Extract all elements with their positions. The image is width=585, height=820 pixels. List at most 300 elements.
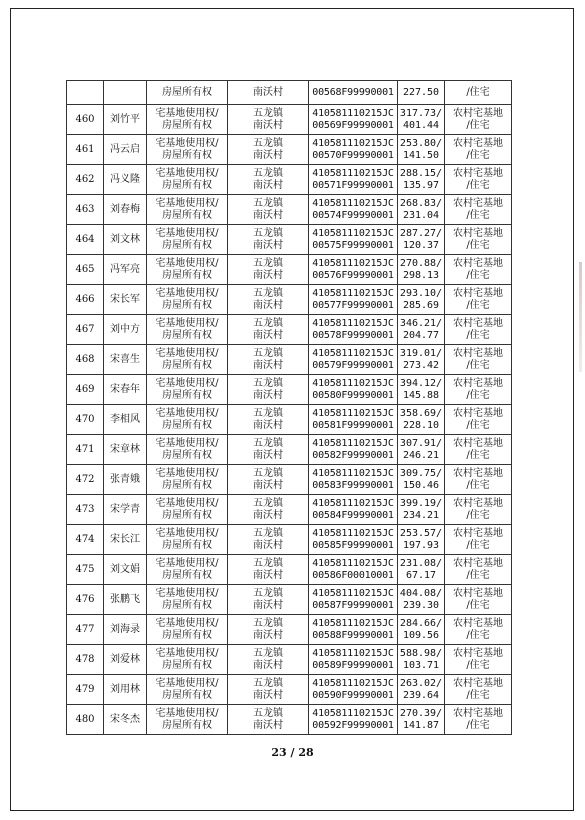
area-line: 588.98/: [399, 647, 443, 659]
right-type-cell: [147, 495, 228, 525]
location-line: 南沃村: [253, 299, 283, 311]
right-type-line: 宅基地使用权/: [155, 137, 219, 149]
row-number-cell: 472: [67, 465, 104, 495]
owner-name-cell: 冯军亮: [104, 255, 147, 285]
area-line: 239.30: [402, 599, 440, 611]
unit-code-line: 410581110215JC: [312, 197, 394, 209]
location-cell: [228, 615, 309, 645]
area-cell: [398, 225, 445, 255]
land-use-line: /住宅: [466, 569, 490, 581]
right-type-cell: [147, 675, 228, 705]
unit-code-line: 410581110215JC: [312, 587, 394, 599]
unit-code-line: 410581110215JC: [312, 647, 394, 659]
land-use-line: 农村宅基地: [453, 227, 503, 239]
area-line: 253.80/: [399, 137, 443, 149]
right-type-line: 宅基地使用权/: [155, 587, 219, 599]
right-type-line: 房屋所有权: [162, 209, 212, 221]
area-line: 246.21: [402, 449, 440, 461]
unit-code-line: 410581110215JC: [312, 677, 394, 689]
row-number-cell: 476: [67, 585, 104, 615]
unit-code-line: 410581110215JC: [312, 377, 394, 389]
location-line: 南沃村: [253, 119, 283, 131]
unit-code-line: 410581110215JC: [312, 107, 394, 119]
unit-code-cell: [309, 165, 398, 195]
area-line: 404.08/: [399, 587, 443, 599]
right-type-cell: [147, 195, 228, 225]
area-line: 239.64: [402, 689, 440, 701]
location-cell: [228, 345, 309, 375]
right-type-cell: [147, 105, 228, 135]
location-line: 五龙镇: [253, 587, 283, 599]
right-type-line: 房屋所有权: [162, 599, 212, 611]
table-row: [67, 435, 512, 465]
location-cell: [228, 195, 309, 225]
table-row: [67, 375, 512, 405]
location-cell: 南沃村: [228, 81, 309, 105]
right-type-line: 房屋所有权: [162, 539, 212, 551]
land-use-line: 农村宅基地: [453, 437, 503, 449]
location-line: 南沃村: [253, 509, 283, 521]
owner-name-cell: 刘中方: [104, 315, 147, 345]
area-cell: [398, 105, 445, 135]
unit-code-cell: [309, 135, 398, 165]
area-line: 197.93: [402, 539, 440, 551]
owner-name-cell: 张鹏飞: [104, 585, 147, 615]
land-use-line: /住宅: [466, 599, 490, 611]
right-type-line: 房屋所有权: [162, 479, 212, 491]
location-cell: [228, 165, 309, 195]
area-cell: [398, 375, 445, 405]
land-use-line: /住宅: [466, 149, 490, 161]
area-cell: [398, 405, 445, 435]
area-line: 273.42: [402, 359, 440, 371]
land-use-line: 农村宅基地: [453, 317, 503, 329]
unit-code-line: 410581110215JC: [312, 347, 394, 359]
land-use-cell: [445, 435, 512, 465]
right-type-cell: [147, 345, 228, 375]
right-type-line: 宅基地使用权/: [155, 167, 219, 179]
row-number-cell: 479: [67, 675, 104, 705]
location-line: 五龙镇: [253, 377, 283, 389]
area-line: 298.13: [402, 269, 440, 281]
right-type-line: 宅基地使用权/: [155, 497, 219, 509]
area-line: 358.69/: [399, 407, 443, 419]
area-line: 234.21: [402, 509, 440, 521]
right-type-cell: [147, 645, 228, 675]
unit-code-line: 00590F99990001: [312, 689, 394, 701]
table-row: [67, 645, 512, 675]
area-line: 263.02/: [399, 677, 443, 689]
location-line: 五龙镇: [253, 257, 283, 269]
unit-code-cell: [309, 405, 398, 435]
unit-code-cell: [309, 255, 398, 285]
unit-code-line: 410581110215JC: [312, 167, 394, 179]
location-cell: [228, 645, 309, 675]
row-number-cell: 477: [67, 615, 104, 645]
right-type-line: 宅基地使用权/: [155, 347, 219, 359]
row-number-cell: 460: [67, 105, 104, 135]
right-type-line: 房屋所有权: [162, 269, 212, 281]
unit-code-line: 00587F99990001: [312, 599, 394, 611]
unit-code-cell: [309, 435, 398, 465]
area-cell: [398, 255, 445, 285]
row-number-cell: [67, 81, 104, 105]
right-type-cell: [147, 555, 228, 585]
unit-code-line: 00569F99990001: [312, 119, 394, 131]
owner-name-cell: 冯云启: [104, 135, 147, 165]
table-row-continued: [67, 81, 512, 105]
owner-name-cell: 张青娥: [104, 465, 147, 495]
row-number-cell: 467: [67, 315, 104, 345]
row-number-cell: 465: [67, 255, 104, 285]
right-type-line: 房屋所有权: [162, 179, 212, 191]
owner-name-cell: 刘竹平: [104, 105, 147, 135]
location-line: 南沃村: [253, 359, 283, 371]
land-use-line: 农村宅基地: [453, 677, 503, 689]
unit-code-cell: [309, 675, 398, 705]
land-use-line: /住宅: [466, 539, 490, 551]
right-type-line: 房屋所有权: [162, 509, 212, 521]
location-cell: [228, 435, 309, 465]
area-cell: [398, 285, 445, 315]
area-line: 103.71: [402, 659, 440, 671]
unit-code-cell: 00568F99990001: [309, 81, 398, 105]
location-line: 五龙镇: [253, 527, 283, 539]
location-line: 五龙镇: [253, 497, 283, 509]
area-line: 268.83/: [399, 197, 443, 209]
land-use-cell: [445, 165, 512, 195]
owner-name-cell: 宋章林: [104, 435, 147, 465]
right-type-line: 宅基地使用权/: [155, 227, 219, 239]
table-row: [67, 165, 512, 195]
location-line: 五龙镇: [253, 317, 283, 329]
land-use-line: /住宅: [466, 359, 490, 371]
right-type-cell: [147, 135, 228, 165]
area-cell: [398, 615, 445, 645]
row-number-cell: 470: [67, 405, 104, 435]
location-cell: [228, 495, 309, 525]
unit-code-cell: [309, 225, 398, 255]
location-line: 五龙镇: [253, 437, 283, 449]
location-line: 五龙镇: [253, 557, 283, 569]
location-line: 南沃村: [253, 599, 283, 611]
owner-name-cell: 宋喜生: [104, 345, 147, 375]
unit-code-line: 00580F99990001: [312, 389, 394, 401]
area-line: 285.69: [402, 299, 440, 311]
right-type-cell: [147, 525, 228, 555]
unit-code-line: 00574F99990001: [312, 209, 394, 221]
land-use-cell: [445, 615, 512, 645]
area-line: 319.01/: [399, 347, 443, 359]
location-line: 南沃村: [253, 719, 283, 731]
unit-code-line: 00575F99990001: [312, 239, 394, 251]
right-type-line: 宅基地使用权/: [155, 437, 219, 449]
land-use-line: 农村宅基地: [453, 617, 503, 629]
unit-code-line: 00582F99990001: [312, 449, 394, 461]
right-type-cell: [147, 225, 228, 255]
unit-code-line: 00585F99990001: [312, 539, 394, 551]
right-type-cell: [147, 435, 228, 465]
unit-code-line: 410581110215JC: [312, 287, 394, 299]
row-number-cell: 474: [67, 525, 104, 555]
right-type-line: 宅基地使用权/: [155, 407, 219, 419]
area-line: 231.04: [402, 209, 440, 221]
row-number-cell: 469: [67, 375, 104, 405]
row-number-cell: 475: [67, 555, 104, 585]
land-use-cell: [445, 555, 512, 585]
unit-code-line: 410581110215JC: [312, 317, 394, 329]
land-use-line: /住宅: [466, 449, 490, 461]
right-type-line: 房屋所有权: [162, 389, 212, 401]
unit-code-line: 00579F99990001: [312, 359, 394, 371]
unit-code-line: 00592F99990001: [312, 719, 394, 731]
table-row: [67, 705, 512, 735]
land-use-cell: [445, 285, 512, 315]
location-line: 南沃村: [253, 449, 283, 461]
table-row: [67, 255, 512, 285]
land-use-cell: [445, 645, 512, 675]
unit-code-line: 410581110215JC: [312, 527, 394, 539]
land-use-cell: /住宅: [445, 81, 512, 105]
unit-code-cell: [309, 525, 398, 555]
area-cell: [398, 345, 445, 375]
location-line: 南沃村: [253, 689, 283, 701]
right-type-cell: 房屋所有权: [147, 81, 228, 105]
registration-table: [66, 80, 512, 735]
land-use-line: 农村宅基地: [453, 497, 503, 509]
right-type-cell: [147, 585, 228, 615]
land-use-line: 农村宅基地: [453, 257, 503, 269]
land-use-line: 农村宅基地: [453, 407, 503, 419]
area-line: 288.15/: [399, 167, 443, 179]
land-use-line: /住宅: [466, 269, 490, 281]
location-line: 南沃村: [253, 269, 283, 281]
area-line: 150.46: [402, 479, 440, 491]
location-cell: [228, 525, 309, 555]
unit-code-line: 00578F99990001: [312, 329, 394, 341]
table-row: [67, 465, 512, 495]
land-use-line: /住宅: [466, 299, 490, 311]
area-line: 141.50: [402, 149, 440, 161]
table-row: [67, 615, 512, 645]
right-type-cell: [147, 705, 228, 735]
right-type-line: 宅基地使用权/: [155, 557, 219, 569]
row-number-cell: 473: [67, 495, 104, 525]
table-row: [67, 225, 512, 255]
unit-code-line: 00577F99990001: [312, 299, 394, 311]
location-line: 五龙镇: [253, 137, 283, 149]
land-use-line: /住宅: [466, 209, 490, 221]
unit-code-cell: [309, 705, 398, 735]
right-type-line: 房屋所有权: [162, 329, 212, 341]
right-type-line: 房屋所有权: [162, 569, 212, 581]
area-line: 120.37: [402, 239, 440, 251]
unit-code-cell: [309, 195, 398, 225]
right-type-cell: [147, 255, 228, 285]
area-line: 109.56: [402, 629, 440, 641]
location-line: 南沃村: [253, 659, 283, 671]
table-row: [67, 525, 512, 555]
location-line: 南沃村: [253, 329, 283, 341]
table-row: [67, 285, 512, 315]
land-use-line: 农村宅基地: [453, 107, 503, 119]
right-type-cell: [147, 285, 228, 315]
location-line: 南沃村: [253, 629, 283, 641]
land-use-line: 农村宅基地: [453, 287, 503, 299]
location-line: 南沃村: [253, 479, 283, 491]
land-use-cell: [445, 375, 512, 405]
land-use-line: /住宅: [466, 689, 490, 701]
owner-name-cell: 宋冬杰: [104, 705, 147, 735]
owner-name-cell: 宋学青: [104, 495, 147, 525]
location-line: 南沃村: [253, 569, 283, 581]
location-cell: [228, 405, 309, 435]
area-cell: [398, 645, 445, 675]
land-use-line: 农村宅基地: [453, 137, 503, 149]
land-use-cell: [445, 585, 512, 615]
location-cell: [228, 105, 309, 135]
land-use-line: /住宅: [466, 389, 490, 401]
area-cell: 227.50: [398, 81, 445, 105]
table-row: [67, 315, 512, 345]
area-line: 394.12/: [399, 377, 443, 389]
area-cell: [398, 705, 445, 735]
area-cell: [398, 195, 445, 225]
right-type-line: 房屋所有权: [162, 719, 212, 731]
right-type-line: 房屋所有权: [162, 149, 212, 161]
unit-code-line: 410581110215JC: [312, 257, 394, 269]
owner-name-cell: 刘春梅: [104, 195, 147, 225]
location-cell: [228, 375, 309, 405]
page-number: 23 / 28: [271, 746, 314, 759]
area-line: 309.75/: [399, 467, 443, 479]
area-line: 204.77: [402, 329, 440, 341]
location-line: 五龙镇: [253, 347, 283, 359]
unit-code-cell: [309, 555, 398, 585]
location-line: 五龙镇: [253, 107, 283, 119]
right-type-cell: [147, 615, 228, 645]
owner-name-cell: 刘爱林: [104, 645, 147, 675]
row-number-cell: 471: [67, 435, 104, 465]
owner-name-cell: 刘文娟: [104, 555, 147, 585]
location-cell: [228, 675, 309, 705]
area-line: 287.27/: [399, 227, 443, 239]
area-line: 135.97: [402, 179, 440, 191]
unit-code-line: 00589F99990001: [312, 659, 394, 671]
area-cell: [398, 585, 445, 615]
right-type-line: 宅基地使用权/: [155, 467, 219, 479]
location-line: 五龙镇: [253, 407, 283, 419]
land-use-line: /住宅: [466, 629, 490, 641]
unit-code-line: 00581F99990001: [312, 419, 394, 431]
right-type-line: 宅基地使用权/: [155, 317, 219, 329]
right-type-line: 房屋所有权: [162, 239, 212, 251]
owner-name-cell: 李相风: [104, 405, 147, 435]
owner-name-cell: 宋春年: [104, 375, 147, 405]
right-type-line: 房屋所有权: [162, 419, 212, 431]
unit-code-line: 410581110215JC: [312, 227, 394, 239]
land-use-cell: [445, 525, 512, 555]
row-number-cell: 463: [67, 195, 104, 225]
area-cell: [398, 525, 445, 555]
row-number-cell: 478: [67, 645, 104, 675]
table-row: [67, 675, 512, 705]
row-number-cell: 464: [67, 225, 104, 255]
unit-code-cell: [309, 375, 398, 405]
unit-code-cell: [309, 585, 398, 615]
unit-code-line: 410581110215JC: [312, 617, 394, 629]
right-type-line: 房屋所有权: [162, 659, 212, 671]
area-cell: [398, 135, 445, 165]
unit-code-cell: [309, 105, 398, 135]
area-cell: [398, 495, 445, 525]
area-line: 270.88/: [399, 257, 443, 269]
registration-table-body: [67, 81, 512, 735]
location-line: 南沃村: [253, 149, 283, 161]
land-use-cell: [445, 195, 512, 225]
land-use-cell: [445, 705, 512, 735]
unit-code-line: 00570F99990001: [312, 149, 394, 161]
land-use-line: /住宅: [466, 659, 490, 671]
owner-name-cell: 冯义隆: [104, 165, 147, 195]
table-row: [67, 135, 512, 165]
area-line: 228.10: [402, 419, 440, 431]
row-number-cell: 462: [67, 165, 104, 195]
land-use-line: 农村宅基地: [453, 557, 503, 569]
right-type-line: 宅基地使用权/: [155, 377, 219, 389]
right-type-cell: [147, 315, 228, 345]
location-line: 南沃村: [253, 389, 283, 401]
unit-code-cell: [309, 495, 398, 525]
land-use-line: /住宅: [466, 419, 490, 431]
land-use-line: /住宅: [466, 719, 490, 731]
unit-code-line: 410581110215JC: [312, 437, 394, 449]
unit-code-line: 410581110215JC: [312, 557, 394, 569]
unit-code-line: 410581110215JC: [312, 707, 394, 719]
location-line: 五龙镇: [253, 197, 283, 209]
area-cell: [398, 315, 445, 345]
land-use-line: 农村宅基地: [453, 197, 503, 209]
unit-code-cell: [309, 645, 398, 675]
owner-name-cell: 刘文林: [104, 225, 147, 255]
owner-name-cell: 刘海录: [104, 615, 147, 645]
right-type-cell: [147, 465, 228, 495]
location-cell: [228, 135, 309, 165]
land-use-line: 农村宅基地: [453, 587, 503, 599]
land-use-line: /住宅: [466, 119, 490, 131]
unit-code-line: 410581110215JC: [312, 467, 394, 479]
owner-name-cell: 宋长军: [104, 285, 147, 315]
land-use-line: /住宅: [466, 239, 490, 251]
owner-name-cell: 宋长江: [104, 525, 147, 555]
area-line: 284.66/: [399, 617, 443, 629]
unit-code-line: 00576F99990001: [312, 269, 394, 281]
land-use-line: /住宅: [466, 509, 490, 521]
area-line: 141.87: [402, 719, 440, 731]
table-row: [67, 495, 512, 525]
unit-code-line: 410581110215JC: [312, 137, 394, 149]
scan-edge-mark: [579, 262, 582, 372]
land-use-line: 农村宅基地: [453, 707, 503, 719]
right-type-line: 宅基地使用权/: [155, 197, 219, 209]
location-cell: [228, 285, 309, 315]
right-type-line: 宅基地使用权/: [155, 677, 219, 689]
unit-code-line: 410581110215JC: [312, 407, 394, 419]
area-line: 253.57/: [399, 527, 443, 539]
table-row: [67, 585, 512, 615]
right-type-cell: [147, 405, 228, 435]
land-use-line: 农村宅基地: [453, 167, 503, 179]
